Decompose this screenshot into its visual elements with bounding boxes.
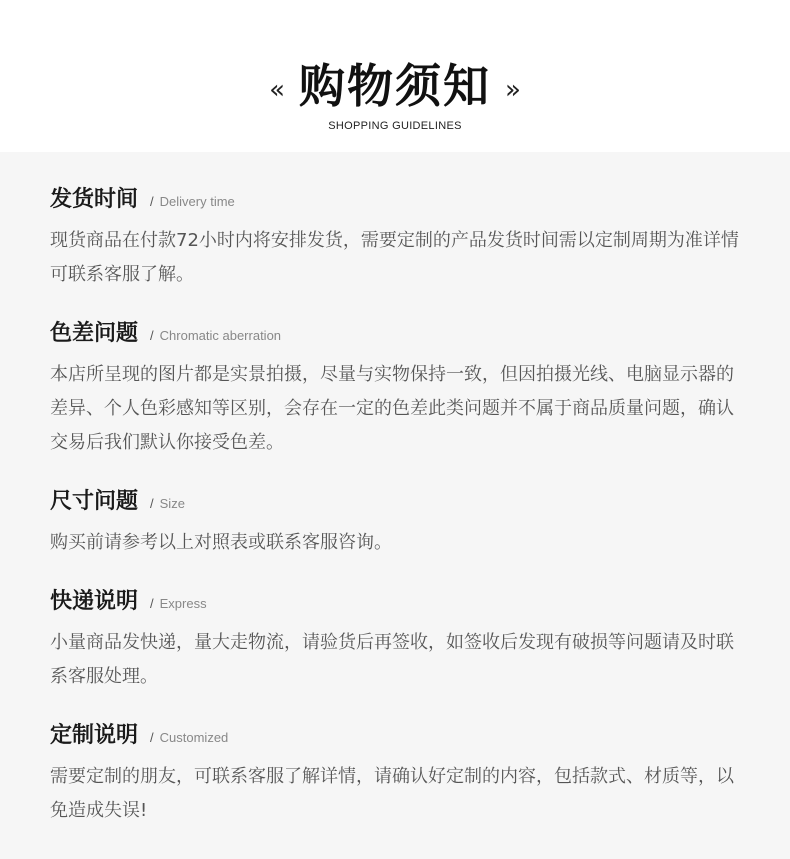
section-divider: / [150, 328, 154, 343]
section-divider: / [150, 730, 154, 745]
section-divider: / [150, 596, 154, 611]
section-english-title: Delivery time [159, 194, 235, 209]
section-divider: / [150, 194, 154, 209]
page-header [0, 0, 790, 152]
section-body: 需要定制的朋友，可联系客服了解详情，请确认好定制的内容，包括款式、材质等，以免造成失误! [50, 766, 734, 821]
section-divider: / [150, 496, 154, 511]
section-english-title: Chromatic aberration [159, 328, 282, 343]
section-body: 本店所呈现的图片都是实景拍摄，尽量与实物保持一致，但因拍摄光线、电脑显示器的差异、个人色彩感知等区别，会存在一定的色差此类问题并不属于商品质量问题，确认交易后我们默认你接受色差。 [50, 364, 734, 453]
section-delivery-time [50, 182, 790, 316]
right-quote-mark: » [505, 75, 521, 105]
section-english-title: Customized [159, 730, 229, 745]
section-express [50, 584, 790, 718]
section-customized [50, 718, 790, 852]
section-title: 快递说明 [50, 589, 139, 614]
section-title: 色差问题 [50, 321, 139, 346]
page-subtitle: SHOPPING GUIDELINES [328, 120, 462, 132]
section-body: 现货商品在付款72小时内将安排发货，需要定制的产品发货时间需以定制周期为准详情可联系客服了解。 [50, 230, 739, 285]
section-body: 购买前请参考以上对照表或联系客服咨询。 [50, 532, 392, 553]
section-heading [50, 316, 790, 356]
section-heading [50, 584, 790, 624]
title-row [0, 58, 790, 114]
section-english-title: Size [159, 496, 185, 511]
section-heading [50, 182, 790, 222]
left-quote-mark: « [269, 75, 285, 105]
section-size [50, 484, 790, 584]
section-heading [50, 718, 790, 758]
section-title: 尺寸问题 [50, 489, 139, 514]
section-english-title: Express [159, 596, 207, 611]
section-chromatic-aberration [50, 316, 790, 484]
page-title: 购物须知 [299, 59, 491, 113]
section-heading [50, 484, 790, 524]
guidelines-content [0, 152, 790, 859]
section-body: 小量商品发快递，量大走物流，请验货后再签收，如签收后发现有破损等问题请及时联系客服处理。 [50, 632, 734, 687]
section-title: 发货时间 [50, 187, 139, 212]
section-title: 定制说明 [50, 723, 139, 748]
